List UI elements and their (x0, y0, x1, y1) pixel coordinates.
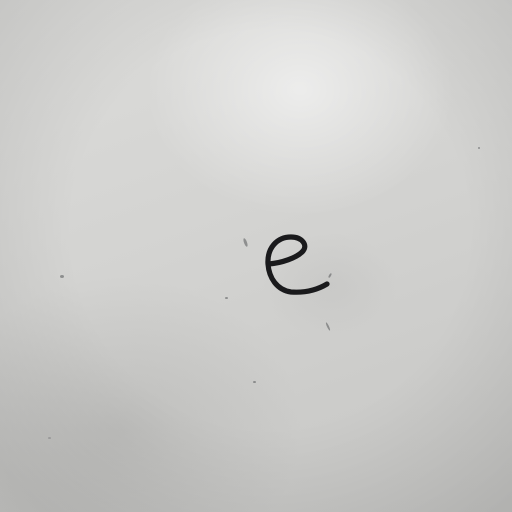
handwritten-letter-e (255, 220, 345, 310)
paper-speck (225, 297, 228, 299)
paper-speck (243, 238, 249, 247)
paper-speck (253, 381, 256, 383)
paper-speck (325, 322, 331, 331)
paper-speck (48, 437, 51, 439)
handwritten-letter-e-drawing (255, 220, 345, 310)
paper-speck (478, 147, 480, 149)
paper-speck (60, 275, 64, 278)
ink-stroke (268, 237, 327, 292)
